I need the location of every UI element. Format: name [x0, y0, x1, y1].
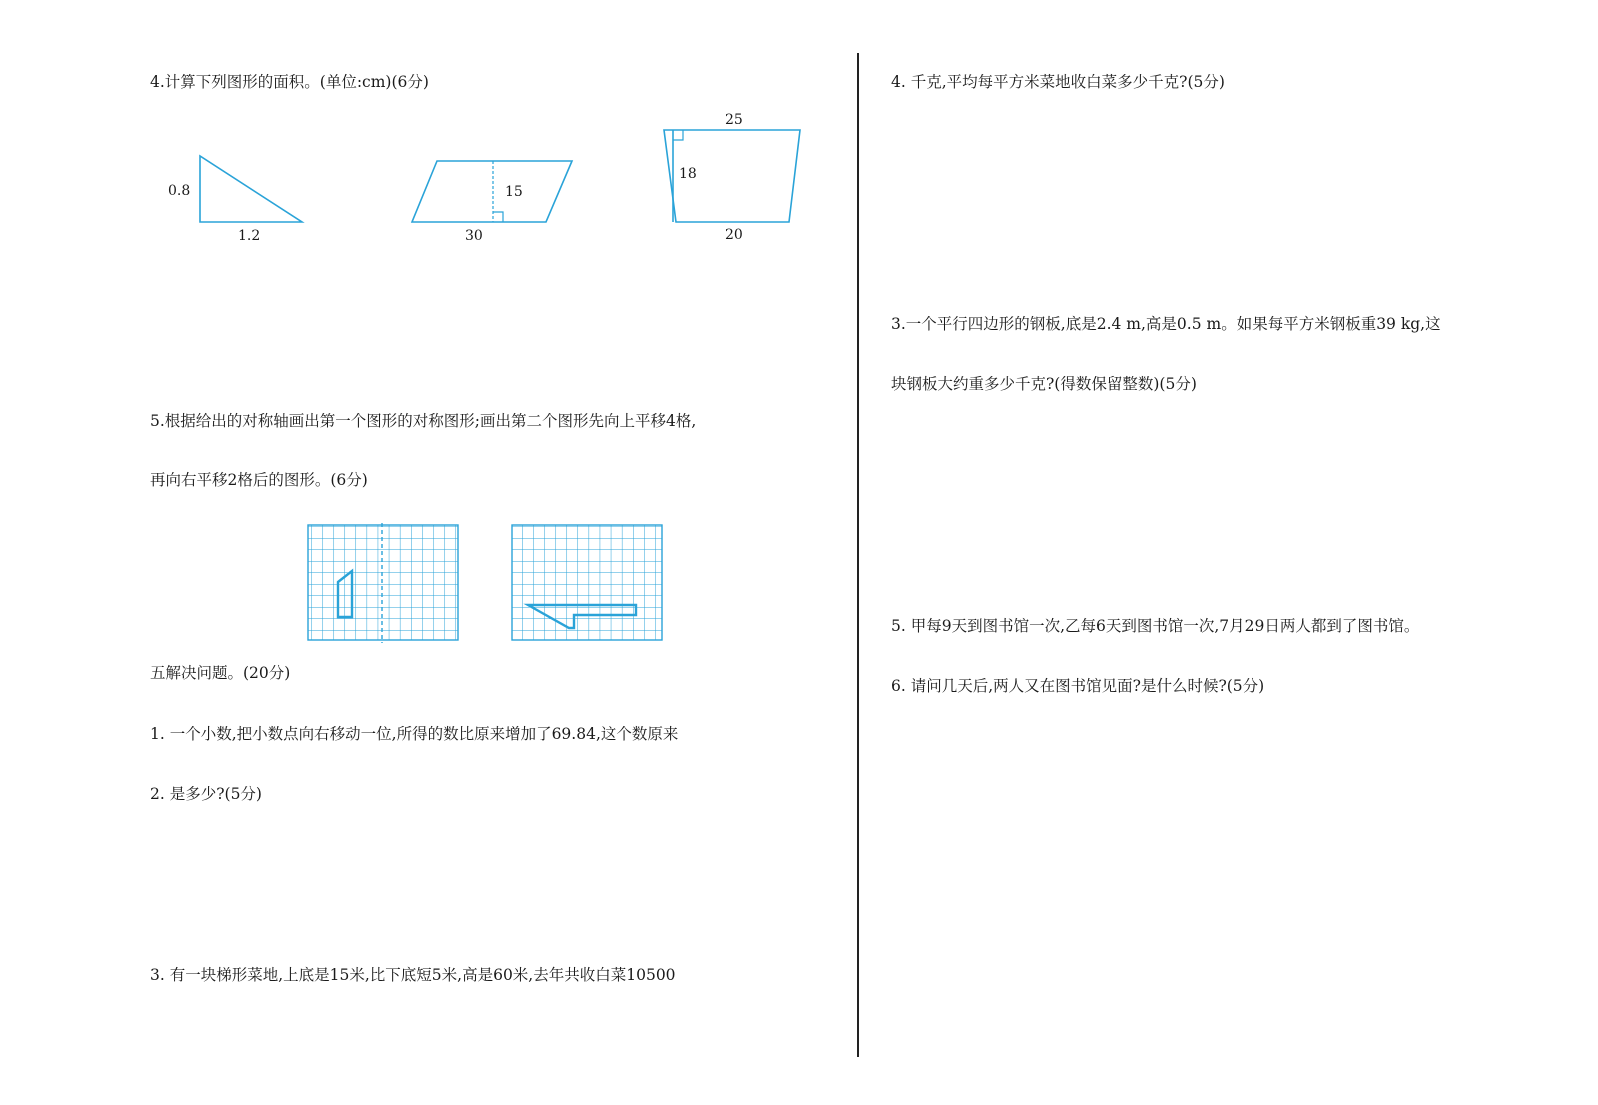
- problem-3b-line-1: 3.一个平行四边形的钢板,底是2.4 m,高是0.5 m。如果每平方米钢板重39 kg,这: [891, 315, 1441, 333]
- column-divider: [857, 53, 859, 1057]
- parallelogram-height-label: 15: [505, 184, 523, 200]
- trapezoid-top-label: 25: [725, 112, 743, 128]
- trapezoid-bottom-label: 20: [725, 227, 743, 243]
- area-figures: [160, 110, 810, 250]
- right-triangle-figure: [168, 156, 302, 244]
- problem-3b-line-2: 块钢板大约重多少千克?(得数保留整数)(5分): [891, 375, 1197, 393]
- translation-grid: [512, 525, 662, 640]
- trapezoid-figure: [664, 112, 800, 243]
- trapezoid-height-label: 18: [679, 166, 697, 182]
- grid-figures: [300, 515, 670, 645]
- question-4-title: 4.计算下列图形的面积。(单位:cm)(6分): [150, 73, 429, 91]
- problem-6-line: 6. 请问几天后,两人又在图书馆见面?是什么时候?(5分): [891, 677, 1265, 695]
- problem-4-line: 4. 千克,平均每平方米菜地收白菜多少千克?(5分): [891, 73, 1225, 91]
- problem-1-line-1: 1. 一个小数,把小数点向右移动一位,所得的数比原来增加了69.84,这个数原来: [150, 725, 679, 743]
- triangle-base-label: 1.2: [238, 228, 261, 244]
- section-5-title: 五解决问题。(20分): [150, 664, 291, 682]
- problem-3-line-1: 3. 有一块梯形菜地,上底是15米,比下底短5米,高是60米,去年共收白菜10500: [150, 966, 676, 984]
- problem-5-line: 5. 甲每9天到图书馆一次,乙每6天到图书馆一次,7月29日两人都到了图书馆。: [891, 617, 1420, 635]
- problem-1-line-2: 2. 是多少?(5分): [150, 785, 262, 803]
- symmetry-grid: [308, 523, 458, 643]
- triangle-height-label: 0.8: [168, 183, 191, 199]
- question-5-line-2: 再向右平移2格后的图形。(6分): [150, 471, 368, 489]
- question-5-line-1: 5.根据给出的对称轴画出第一个图形的对称图形;画出第二个图形先向上平移4格,: [150, 412, 697, 430]
- parallelogram-figure: [412, 161, 572, 244]
- parallelogram-base-label: 30: [465, 228, 483, 244]
